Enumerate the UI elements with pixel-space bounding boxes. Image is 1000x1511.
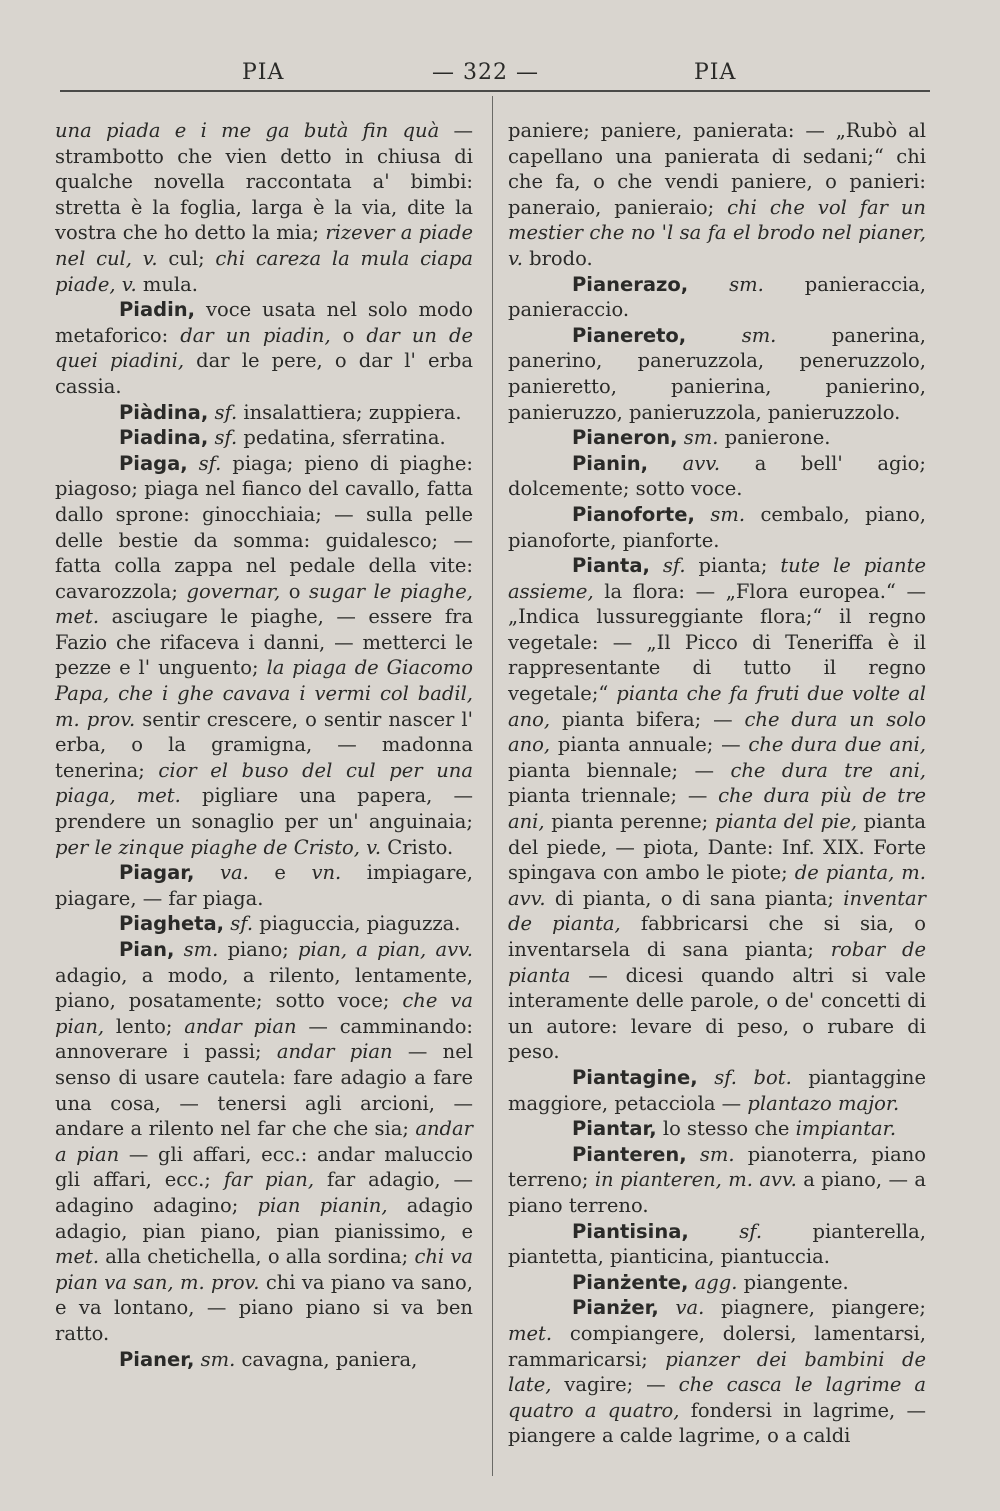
dictionary-entry: Piadin, voce usata nel solo modo metaforico: dar un piadin, o dar un de quei piadini, dar le pere, o dar l' erba cassia.	[55, 298, 473, 398]
dictionary-entry: Pianerazo, sm. panieraccia, panieraccio.	[508, 272, 927, 322]
dictionary-entry: Piàdina, sf. insalattiera; zuppiera.	[119, 400, 462, 424]
dictionary-entry: Piaga, sf. piaga; pieno di piaghe: piagoso; piaga nel fianco del cavallo, fatta dallo sprone: ginocchiaia; — sulla pelle delle bestie da somma: guidalesco; — fatta colla zappa nel pedale della vite: cavarozzola; governar, o sugar le piaghe, met. asciugare le piaghe, — essere fra Fazio che rifaceva i danni, — metterci le pezze e l' unguento; la piaga de Giacomo Papa, che i ghe cavava i vermi col badil, m. prov. sentir crescere, o sentir nascer l' erba, o la gramigna, — madonna tenerina; cior el buso del cul per una piaga, met. pigliare una papera, — prendere un sonaglio per un' anguinaia; per le zinque piaghe de Cristo, v. Cristo.	[55, 451, 474, 859]
dictionary-entry: Piantagine, sf. bot. piantaggine maggiore, petacciola — plantazo major.	[508, 1065, 926, 1115]
dictionary-entry: paniere; paniere, panierata: — „Rubò al capellano una panierata di sedani;“ chi che fa, o che vendi paniere, o panieri: paneraio, panieraio; chi che vol far un mestier che no 'l sa fa el brodo nel pianer, v. brodo.	[508, 119, 926, 270]
dictionary-entry: una piada e i me ga butà fin quà — strambotto che vien detto in chiusa di qualche novella raccontata a' bimbi: stretta è la foglia, larga è la via, dite la vostra che ho detto la mia; rizever a piade nel cul, v. cul; chi careza la mula ciapa piade, v. mula.	[55, 119, 474, 296]
page-header	[0, 52, 1000, 92]
dictionary-entry: Pianeron, sm. panierone.	[572, 426, 831, 450]
dictionary-entry: Piadina, sf. pedatina, sferratina.	[119, 426, 446, 450]
dictionary-entry: Pianżente, agg. piangente.	[572, 1270, 849, 1294]
left-column	[55, 118, 473, 1372]
header-right-guideword: PIA	[694, 60, 737, 85]
dictionary-entry: Piagheta, sf. piaguccia, piaguzza.	[119, 912, 461, 936]
dictionary-entry: Pianin, avv. a bell' agio; dolcemente; sotto voce.	[508, 451, 926, 501]
dictionary-entry: Piantisina, sf. pianterella, piantetta, pianticina, piantuccia.	[508, 1219, 926, 1269]
header-rule	[60, 90, 930, 92]
page-number: — 322 —	[432, 60, 539, 85]
dictionary-entry: Piantar, lo stesso che impiantar.	[572, 1117, 897, 1141]
right-column	[508, 118, 926, 1449]
dictionary-entry: Pianoforte, sm. cembalo, piano, pianoforte, pianforte.	[508, 502, 926, 552]
column-divider	[492, 96, 493, 1476]
dictionary-entry: Pianta, sf. pianta; tute le piante assieme, la flora: — „Flora europea.“ — „Indica lussureggiante flora;“ il regno vegetale: — „Il Picco di Teneriffa è il rappresentante di tutto il regno vegetale;“ pianta che fa fruti due volte al ano, pianta bifera; — che dura un solo ano, pianta annuale; — che dura due ani, pianta biennale; — che dura tre ani, pianta triennale; — che dura più de tre ani, pianta perenne; pianta del pie, pianta del piede, — piota, Dante: Inf. XIX. Forte spingava con ambo le piote; de pianta, m. avv. di pianta, o di sana pianta; inventar de pianta, fabbricarsi che si sia, o inventarsela di sana pianta; robar de pianta — dicesi quando altri si vale interamente delle parole, o de' concetti di un autore: levare di peso, o rubare di peso.	[508, 554, 927, 1064]
dictionary-entry: Pianer, sm. cavagna, paniera,	[119, 1347, 418, 1371]
dictionary-entry: Pianteren, sm. pianoterra, piano terreno; in pianteren, m. avv. a piano, — a piano terreno.	[508, 1142, 926, 1217]
dictionary-entry: Piagar, va. e vn. impiagare, piagare, — far piaga.	[55, 861, 473, 910]
header-left-guideword: PIA	[242, 60, 285, 85]
dictionary-entry: Pianereto, sm. panerina, panerino, paneruzzola, peneruzzolo, panieretto, panierina, panierino, panieruzzo, panieruzzola, panieruzzolo.	[508, 323, 926, 424]
dictionary-entry: Pian, sm. piano; pian, a pian, avv. adagio, a modo, a rilento, lentamente, piano, posatamente; sotto voce; che va pian, lento; andar pian — camminando: annoverare i passi; andar pian — nel senso di usare cautela: fare adagio a fare una cosa, — tenersi agli arcioni, — andare a rilento nel far che che sia; andar a pian — gli affari, ecc.: andar maluccio gli affari, ecc.; far pian, far adagio, — adagino adagino; pian pianin, adagio adagio, pian piano, pian pianissimo, e met. alla chetichella, o alla sordina; chi va pian va san, m. prov. chi va piano va sano, e va lontano, — piano piano si va ben ratto.	[55, 938, 474, 1345]
dictionary-entry: Pianżer, va. piagnere, piangere; met. compiangere, dolersi, lamentarsi, rammaricarsi; pianzer dei bambini de late, vagire; — che casca le lagrime a quatro a quatro, fondersi in lagrime, — piangere a calde lagrime, o a caldi	[508, 1296, 927, 1448]
